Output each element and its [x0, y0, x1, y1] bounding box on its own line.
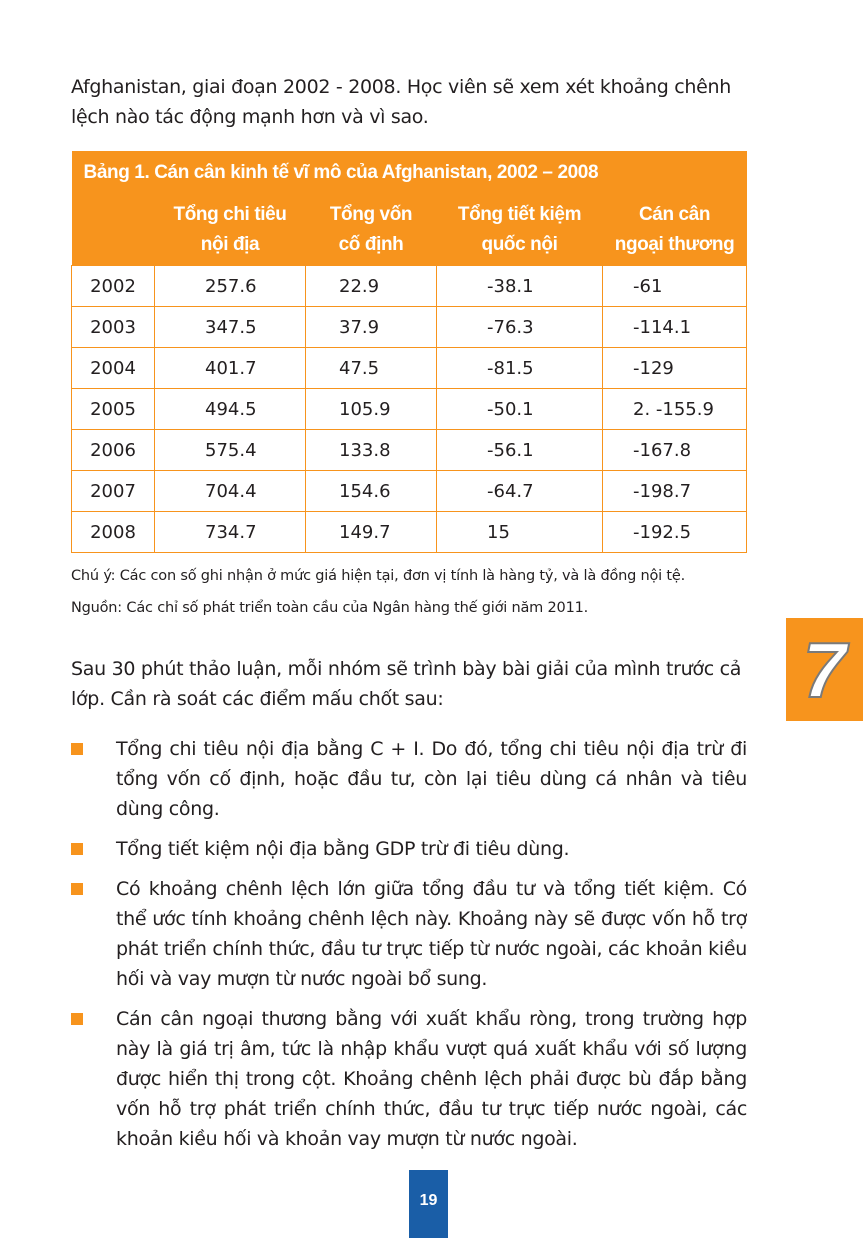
cell-year: 2006: [72, 430, 155, 471]
list-item: [71, 734, 747, 824]
chapter-tab: [786, 618, 863, 721]
cell-fixed-capital: 105.9: [306, 389, 437, 430]
header-year: [72, 195, 155, 266]
cell-trade-balance: -198.7: [603, 471, 747, 512]
table-title: Bảng 1. Cán cân kinh tế vĩ mô của Afghanistan, 2002 – 2008: [72, 151, 747, 195]
macro-balance-table-container: [71, 151, 746, 553]
table-row: [72, 471, 747, 512]
table-row: [72, 430, 747, 471]
cell-trade-balance: -167.8: [603, 430, 747, 471]
cell-domestic-expenditure: 575.4: [155, 430, 306, 471]
list-item: [71, 874, 747, 994]
page-number: 19: [409, 1170, 448, 1238]
cell-domestic-savings: 15: [437, 512, 603, 553]
table-row: [72, 389, 747, 430]
cell-year: 2007: [72, 471, 155, 512]
header-fixed-capital: Tổng vốn cố định: [306, 195, 437, 266]
cell-fixed-capital: 22.9: [306, 266, 437, 307]
cell-trade-balance: -192.5: [603, 512, 747, 553]
list-item-text: Cán cân ngoại thương bằng với xuất khẩu ròng, trong trường hợp này là giá trị âm, tức là nhập khẩu vượt quá xuất khẩu với số lượng được hiển thị trong cột. Khoảng chênh lệch phải được bù đắp bằng vốn hỗ trợ phát triển chính thức, đầu tư trực tiếp nước ngoài, các khoản kiều hối và khoản vay mượn từ nước ngoài.: [116, 1008, 747, 1150]
cell-domestic-savings: -56.1: [437, 430, 603, 471]
cell-domestic-expenditure: 347.5: [155, 307, 306, 348]
cell-trade-balance: -114.1: [603, 307, 747, 348]
bullet-square-icon: [71, 883, 83, 895]
header-domestic-savings: Tổng tiết kiệm quốc nội: [437, 195, 603, 266]
cell-domestic-expenditure: 494.5: [155, 389, 306, 430]
table-note: Chú ý: Các con số ghi nhận ở mức giá hiện tại, đơn vị tính là hàng tỷ, và là đồng nội tệ.: [71, 568, 686, 584]
cell-domestic-expenditure: 704.4: [155, 471, 306, 512]
cell-fixed-capital: 149.7: [306, 512, 437, 553]
cell-fixed-capital: 154.6: [306, 471, 437, 512]
bullet-square-icon: [71, 843, 83, 855]
table-row: [72, 348, 747, 389]
macro-balance-table: [71, 151, 747, 553]
cell-trade-balance: -61: [603, 266, 747, 307]
key-points-list: [71, 734, 747, 1164]
cell-domestic-expenditure: 734.7: [155, 512, 306, 553]
cell-year: 2003: [72, 307, 155, 348]
cell-year: 2002: [72, 266, 155, 307]
cell-domestic-expenditure: 257.6: [155, 266, 306, 307]
header-trade-balance: Cán cân ngoại thương: [603, 195, 747, 266]
cell-year: 2008: [72, 512, 155, 553]
cell-domestic-savings: -50.1: [437, 389, 603, 430]
cell-fixed-capital: 47.5: [306, 348, 437, 389]
cell-fixed-capital: 37.9: [306, 307, 437, 348]
table-row: [72, 266, 747, 307]
table-header-row: [72, 195, 747, 266]
bullet-square-icon: [71, 1013, 83, 1025]
list-item-text: Tổng chi tiêu nội địa bằng C + I. Do đó, tổng chi tiêu nội địa trừ đi tổng vốn cố định, hoặc đầu tư, còn lại tiêu dùng cá nhân và tiêu dùng công.: [116, 738, 747, 820]
cell-domestic-savings: -38.1: [437, 266, 603, 307]
cell-year: 2005: [72, 389, 155, 430]
table-row: [72, 307, 747, 348]
header-domestic-expenditure: Tổng chi tiêu nội địa: [155, 195, 306, 266]
list-item-text: Tổng tiết kiệm nội địa bằng GDP trừ đi tiêu dùng.: [116, 838, 570, 860]
bullet-square-icon: [71, 743, 83, 755]
cell-domestic-expenditure: 401.7: [155, 348, 306, 389]
discussion-paragraph: Sau 30 phút thảo luận, mỗi nhóm sẽ trình bày bài giải của mình trước cả lớp. Cần rà soát các điểm mấu chốt sau:: [71, 658, 742, 710]
table-body: [72, 266, 747, 553]
cell-fixed-capital: 133.8: [306, 430, 437, 471]
cell-trade-balance: 2. -155.9: [603, 389, 747, 430]
table-source: Nguồn: Các chỉ số phát triển toàn cầu của Ngân hàng thế giới năm 2011.: [71, 600, 589, 616]
list-item: [71, 834, 747, 864]
table-row: [72, 512, 747, 553]
cell-domestic-savings: -64.7: [437, 471, 603, 512]
list-item-text: Có khoảng chênh lệch lớn giữa tổng đầu tư và tổng tiết kiệm. Có thể ước tính khoảng chênh lệch này. Khoảng này sẽ được vốn hỗ trợ phát triển chính thức, đầu tư trực tiếp từ nước ngoài, các khoản kiều hối và vay mượn từ nước ngoài bổ sung.: [116, 878, 747, 990]
cell-domestic-savings: -81.5: [437, 348, 603, 389]
intro-text: Afghanistan, giai đoạn 2002 - 2008. Học viên sẽ xem xét khoảng chênh lệch nào tác động mạnh hơn và vì sao.: [71, 76, 731, 128]
cell-domestic-savings: -76.3: [437, 307, 603, 348]
list-item: [71, 1004, 747, 1154]
cell-year: 2004: [72, 348, 155, 389]
chapter-number: 7: [802, 626, 847, 714]
cell-trade-balance: -129: [603, 348, 747, 389]
